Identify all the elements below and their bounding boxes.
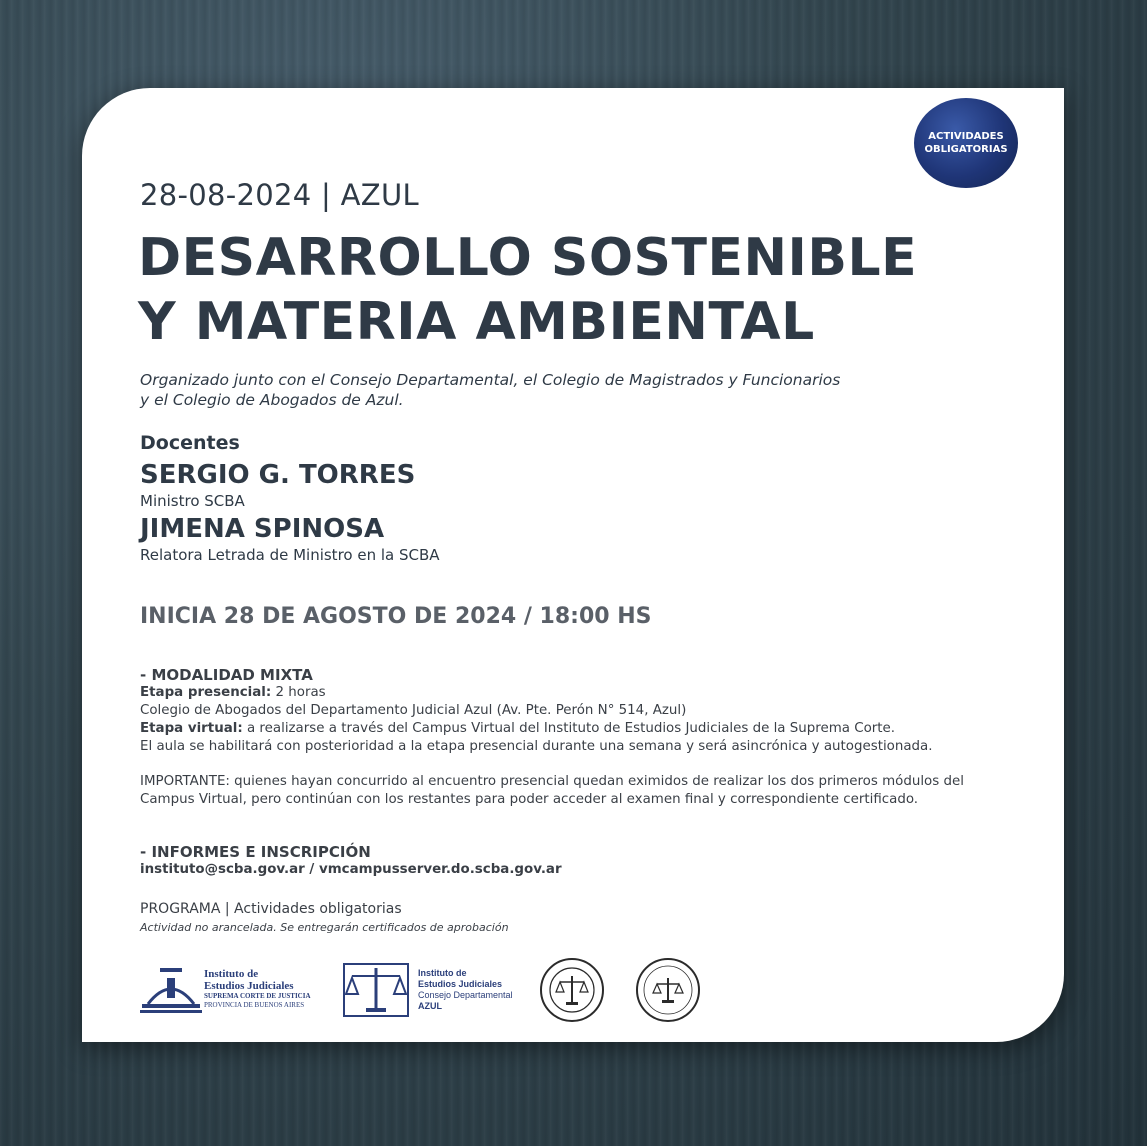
colegio-magistrados-seal-icon (540, 958, 604, 1022)
presencial-place: Colegio de Abogados del Departamento Judicial Azul (Av. Pte. Perón N° 514, Azul) (140, 703, 687, 718)
info-section (140, 843, 1020, 879)
badge-line-1: ACTIVIDADES (928, 131, 1004, 142)
speaker-1-role: Ministro SCBA (140, 492, 245, 510)
ied-consejo-logo (340, 962, 518, 1018)
cd-line-3: Consejo Departamental (418, 990, 513, 1000)
presencial-value: 2 horas (271, 685, 326, 700)
speaker-2-role: Relatora Letrada de Ministro en la SCBA (140, 546, 440, 564)
virtual-label: Etapa virtual: (140, 721, 243, 736)
presencial-label: Etapa presencial: (140, 685, 272, 700)
organized-line-2: y el Colegio de Abogados de Azul. (140, 391, 404, 409)
cd-line-4: AZUL (418, 1001, 442, 1011)
ied-line-3: SUPREMA CORTE DE JUSTICIA (204, 992, 311, 1000)
scales-icon (340, 962, 412, 1018)
page-title (138, 226, 917, 354)
badge-line-2: OBLIGATORIAS (924, 144, 1008, 155)
ied-line-1: Instituto de (204, 968, 259, 980)
logos-row (138, 958, 718, 1022)
date-location: 28-08-2024 | AZUL (140, 178, 419, 212)
ied-scba-logo (138, 964, 314, 1016)
virtual-line (140, 720, 1020, 738)
presencial-line (140, 684, 1020, 702)
contact-links[interactable]: instituto@scba.gov.ar / vmcampusserver.do.scba.gov.ar (140, 862, 562, 877)
cd-line-1: Instituto de (418, 968, 467, 978)
organized-line-1: Organizado junto con el Consejo Departamental, el Colegio de Magistrados y Funcionarios (140, 371, 841, 389)
seal-scales-icon (542, 960, 602, 1020)
speaker-1-name: SERGIO G. TORRES (140, 460, 416, 490)
start-date: INICIA 28 DE AGOSTO DE 2024 / 18:00 HS (140, 604, 652, 629)
program-link[interactable]: PROGRAMA | Actividades obligatorias (140, 901, 402, 917)
fee-note: Actividad no arancelada. Se entregarán certificados de aprobación (140, 921, 509, 934)
virtual-note: El aula se habilitará con posterioridad a la etapa presencial durante una semana y será asincrónica y autogestionada. (140, 739, 933, 754)
speaker-2-name: JIMENA SPINOSA (140, 514, 385, 544)
colegio-abogados-seal-icon (636, 958, 700, 1022)
seal-scales-icon-2 (638, 960, 698, 1020)
title-line-1: DESARROLLO SOSTENIBLE (138, 228, 918, 288)
important-note: IMPORTANTE: quienes hayan concurrido al encuentro presencial quedan eximidos de realizar los dos primeros módulos del Campus Virtual, pero continúan con los restantes para poder acceder al examen final y correspondiente certificado. (140, 774, 964, 807)
modality-heading: - MODALIDAD MIXTA (140, 666, 313, 684)
virtual-value: a realizarse a través del Campus Virtual del Instituto de Estudios Judiciales de la Suprema Corte. (242, 721, 896, 736)
justice-building-icon (138, 964, 204, 1016)
info-heading: - INFORMES E INSCRIPCIÓN (140, 843, 371, 861)
mandatory-activities-badge (914, 98, 1018, 188)
ied-line-2: Estudios Judiciales (204, 980, 294, 992)
cd-line-2: Estudios Judiciales (418, 979, 503, 989)
title-line-2: Y MATERIA AMBIENTAL (138, 292, 815, 352)
modality-section (140, 666, 1020, 756)
docentes-heading: Docentes (140, 432, 240, 454)
ied-line-4: PROVINCIA DE BUENOS AIRES (204, 1001, 305, 1009)
organized-by (140, 370, 940, 410)
